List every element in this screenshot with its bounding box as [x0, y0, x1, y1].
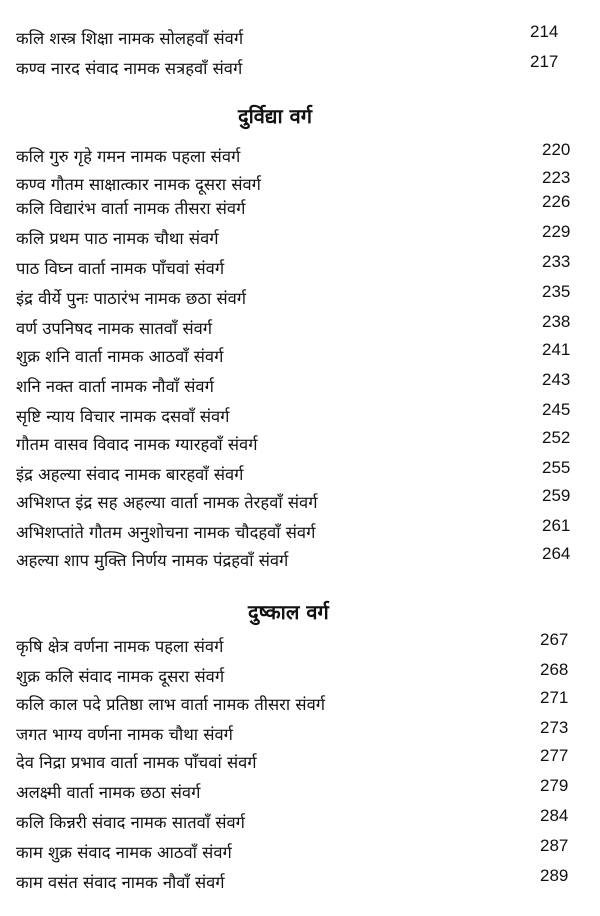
toc-entry-page: 267 — [540, 630, 569, 649]
toc-entry — [16, 52, 576, 82]
toc-entry-page: 255 — [542, 458, 571, 477]
section-heading: दुष्काल वर्ग — [248, 600, 329, 624]
toc-entry-title: इंद्र अहल्या संवाद नामक बारहवाँ संवर्ग — [16, 465, 244, 484]
toc-entry — [16, 340, 576, 370]
toc-entry-page: 223 — [542, 168, 571, 187]
toc-entry-title: काम वसंत संवाद नामक नौवाँ संवर्ग — [16, 873, 225, 892]
toc-entry — [16, 718, 576, 748]
toc-entry-title: पाठ विघ्न वार्ता नामक पाँचवां संवर्ग — [16, 259, 225, 278]
toc-entry-page: 277 — [540, 746, 569, 765]
toc-entry-page: 284 — [540, 806, 569, 825]
toc-entry — [16, 222, 576, 252]
toc-entry — [16, 140, 576, 170]
toc-entry-title: शुक्र शनि वार्ता नामक आठवाँ संवर्ग — [16, 347, 224, 366]
toc-entry-title: कण्व नारद संवाद नामक सत्रहवाँ संवर्ग — [16, 59, 243, 78]
toc-entry-title: शुक्र कलि संवाद नामक दूसरा संवर्ग — [16, 667, 225, 686]
toc-entry-title: कलि विद्यारंभ वार्ता नामक तीसरा संवर्ग — [16, 199, 246, 218]
toc-entry-page: 261 — [542, 516, 571, 535]
toc-entry-title: वर्ण उपनिषद नामक सातवाँ संवर्ग — [16, 319, 213, 338]
toc-entry-page: 268 — [540, 660, 569, 679]
toc-entry-title: कण्व गौतम साक्षात्कार नामक दूसरा संवर्ग — [16, 175, 261, 194]
toc-entry-page: 264 — [542, 544, 571, 563]
toc-entry-page: 220 — [542, 140, 571, 159]
toc-entry-title: अभिशप्तांते गौतम अनुशोचना नामक चौदहवाँ संवर्ग — [16, 523, 316, 542]
toc-entry — [16, 428, 576, 458]
toc-entry-title: अलक्ष्मी वार्ता नामक छठा संवर्ग — [16, 783, 201, 802]
toc-entry-page: 252 — [542, 428, 571, 447]
toc-entry-page: 217 — [530, 52, 559, 71]
toc-entry — [16, 866, 576, 896]
toc-entry — [16, 312, 576, 342]
toc-entry-page: 271 — [540, 688, 569, 707]
toc-entry — [16, 282, 576, 312]
toc-entry-page: 238 — [542, 312, 571, 331]
toc-entry-page: 235 — [542, 282, 571, 301]
toc-entry — [16, 458, 576, 488]
toc-entry-title: कलि प्रथम पाठ नामक चौथा संवर्ग — [16, 229, 219, 248]
toc-entry-title: कलि काल पदे प्रतिष्ठा लाभ वार्ता नामक तीसरा संवर्ग — [16, 695, 326, 714]
toc-entry — [16, 252, 576, 282]
toc-entry-title: काम शुक्र संवाद नामक आठवाँ संवर्ग — [16, 843, 232, 862]
toc-entry — [16, 688, 576, 718]
toc-entry — [16, 400, 576, 430]
toc-entry-title: गौतम वासव विवाद नामक ग्यारहवाँ संवर्ग — [16, 435, 258, 454]
toc-entry-page: 233 — [542, 252, 571, 271]
toc-entry-title: देव निद्रा प्रभाव वार्ता नामक पाँचवां संवर्ग — [16, 753, 257, 772]
toc-entry-page: 226 — [542, 192, 571, 211]
toc-entry-page: 273 — [540, 718, 569, 737]
toc-entry-title: शनि नक्त वार्ता नामक नौवाँ संवर्ग — [16, 377, 214, 396]
toc-entry-page: 279 — [540, 776, 569, 795]
toc-entry-page: 245 — [542, 400, 571, 419]
toc-entry — [16, 806, 576, 836]
toc-entry-title: अभिशप्त इंद्र सह अहल्या वार्ता नामक तेरहवाँ संवर्ग — [16, 493, 318, 512]
toc-entry-page: 243 — [542, 370, 571, 389]
toc-entry-title: कलि शस्त्र शिक्षा नामक सोलहवाँ संवर्ग — [16, 29, 244, 48]
toc-entry-title: इंद्र वीर्ये पुनः पाठारंभ नामक छठा संवर्ग — [16, 289, 247, 308]
toc-entry-title: कलि गुरु गृहे गमन नामक पहला संवर्ग — [16, 147, 241, 166]
toc-entry-page: 229 — [542, 222, 571, 241]
toc-entry-title: कलि किन्नरी संवाद नामक सातवाँ संवर्ग — [16, 813, 245, 832]
toc-entry — [16, 630, 576, 660]
toc-entry — [16, 544, 576, 574]
toc-entry-page: 214 — [530, 22, 559, 41]
toc-entry-page: 287 — [540, 836, 569, 855]
toc-entry-title: जगत भाग्य वर्णना नामक चौथा संवर्ग — [16, 725, 233, 744]
toc-entry — [16, 776, 576, 806]
toc-entry-title: कृषि क्षेत्र वर्णना नामक पहला संवर्ग — [16, 637, 224, 656]
toc-entry-page: 289 — [540, 866, 569, 885]
toc-entry — [16, 370, 576, 400]
section-heading: दुर्विद्या वर्ग — [238, 104, 313, 128]
toc-entry — [16, 22, 576, 52]
toc-entry — [16, 660, 576, 690]
toc-entry-title: सृष्टि न्याय विचार नामक दसवाँ संवर्ग — [16, 407, 230, 426]
toc-entry — [16, 746, 576, 776]
toc-entry-title: अहल्या शाप मुक्ति निर्णय नामक पंद्रहवाँ संवर्ग — [16, 551, 289, 570]
toc-entry-page: 241 — [542, 340, 571, 359]
toc-entry — [16, 486, 576, 516]
toc-entry — [16, 192, 576, 222]
toc-entry-page: 259 — [542, 486, 571, 505]
toc-entry — [16, 516, 576, 546]
toc-entry — [16, 836, 576, 866]
